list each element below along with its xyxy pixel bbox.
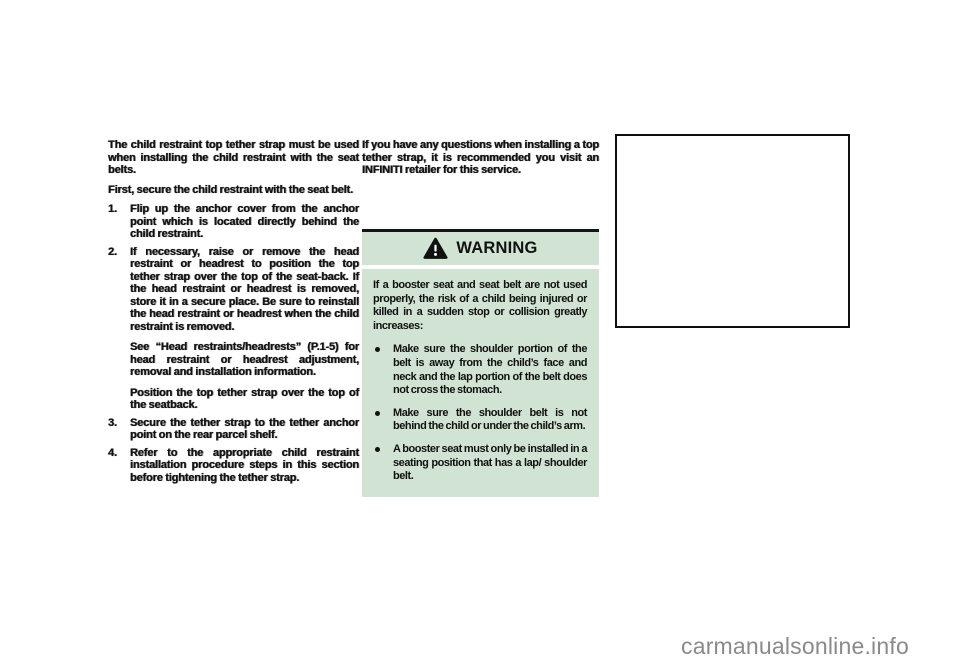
warning-header <box>362 232 599 265</box>
warning-bullet-text: A booster seat must only be installed in a seating position that has a lap/ shoulder belt. <box>393 442 587 483</box>
step-subparagraph: Position the top tether strap over the top of the seatback. <box>130 386 359 411</box>
intro-paragraph-2: First, secure the child restraint with the seat belt. <box>108 183 353 196</box>
step-text: Secure the tether strap to the tether anchor point on the rear parcel shelf. <box>130 416 359 441</box>
step-number: 4. <box>108 446 117 459</box>
step-item <box>108 417 359 442</box>
step-subparagraph: See “Head restraints/headrests” (P.1-5) for head restraint or headrest adjustment, removal and installation information. <box>130 341 359 378</box>
step-item <box>108 203 359 241</box>
warning-bullet-text: Make sure the shoulder belt is not behind the child or under the child’s arm. <box>393 406 587 433</box>
warning-body <box>362 269 599 497</box>
step-item <box>108 246 359 412</box>
step-item <box>108 447 359 485</box>
bullet-dot-icon <box>375 411 380 416</box>
step-number: 1. <box>108 203 117 215</box>
warning-intro-text: If a booster seat and seat belt are not used properly, the risk of a child being injured or killed in a sudden stop or collision greatly increases: <box>373 279 587 332</box>
warning-title: WARNING <box>456 239 538 257</box>
warning-box <box>362 229 599 497</box>
warning-bullet-text: Make sure the shoulder portion of the belt is away from the child’s face and neck and the lap portion of the belt does not cross the stomach. <box>393 343 587 397</box>
middle-text-column <box>362 139 599 177</box>
retailer-paragraph: If you have any questions when installing a top tether strap, it is recommended you visit an INFINITI retailer for this service. <box>362 139 599 176</box>
warning-bullet-item <box>373 343 587 397</box>
steps-list <box>108 203 359 484</box>
left-text-column <box>108 139 359 489</box>
step-text: Flip up the anchor cover from the anchor point which is located directly behind the child restraint. <box>130 203 359 240</box>
warning-triangle-icon <box>423 237 448 260</box>
watermark-text: carmanualsonline.info <box>681 633 909 659</box>
image-frame <box>615 134 850 328</box>
step-number: 2. <box>108 245 117 258</box>
warning-bullet-item <box>373 443 587 484</box>
intro-paragraph-1: The child restraint top tether strap must be used when installing the child restraint with the seat belts. <box>108 139 359 176</box>
step-text: Refer to the appropriate child restraint installation procedure steps in this section before tightening the tether strap. <box>130 446 359 484</box>
bullet-dot-icon <box>375 347 380 352</box>
step-number: 3. <box>108 416 117 429</box>
warning-bullet-item <box>373 407 587 434</box>
warning-bullet-list <box>373 343 587 483</box>
step-text: If necessary, raise or remove the head restraint or headrest to position the top tether strap over the top of the seat-back. If the head restraint or headrest is removed, store it in a secure place. Be sure to reinstall the head restraint or headrest when the child restraint is removed. <box>130 245 359 333</box>
bullet-dot-icon <box>375 447 380 452</box>
